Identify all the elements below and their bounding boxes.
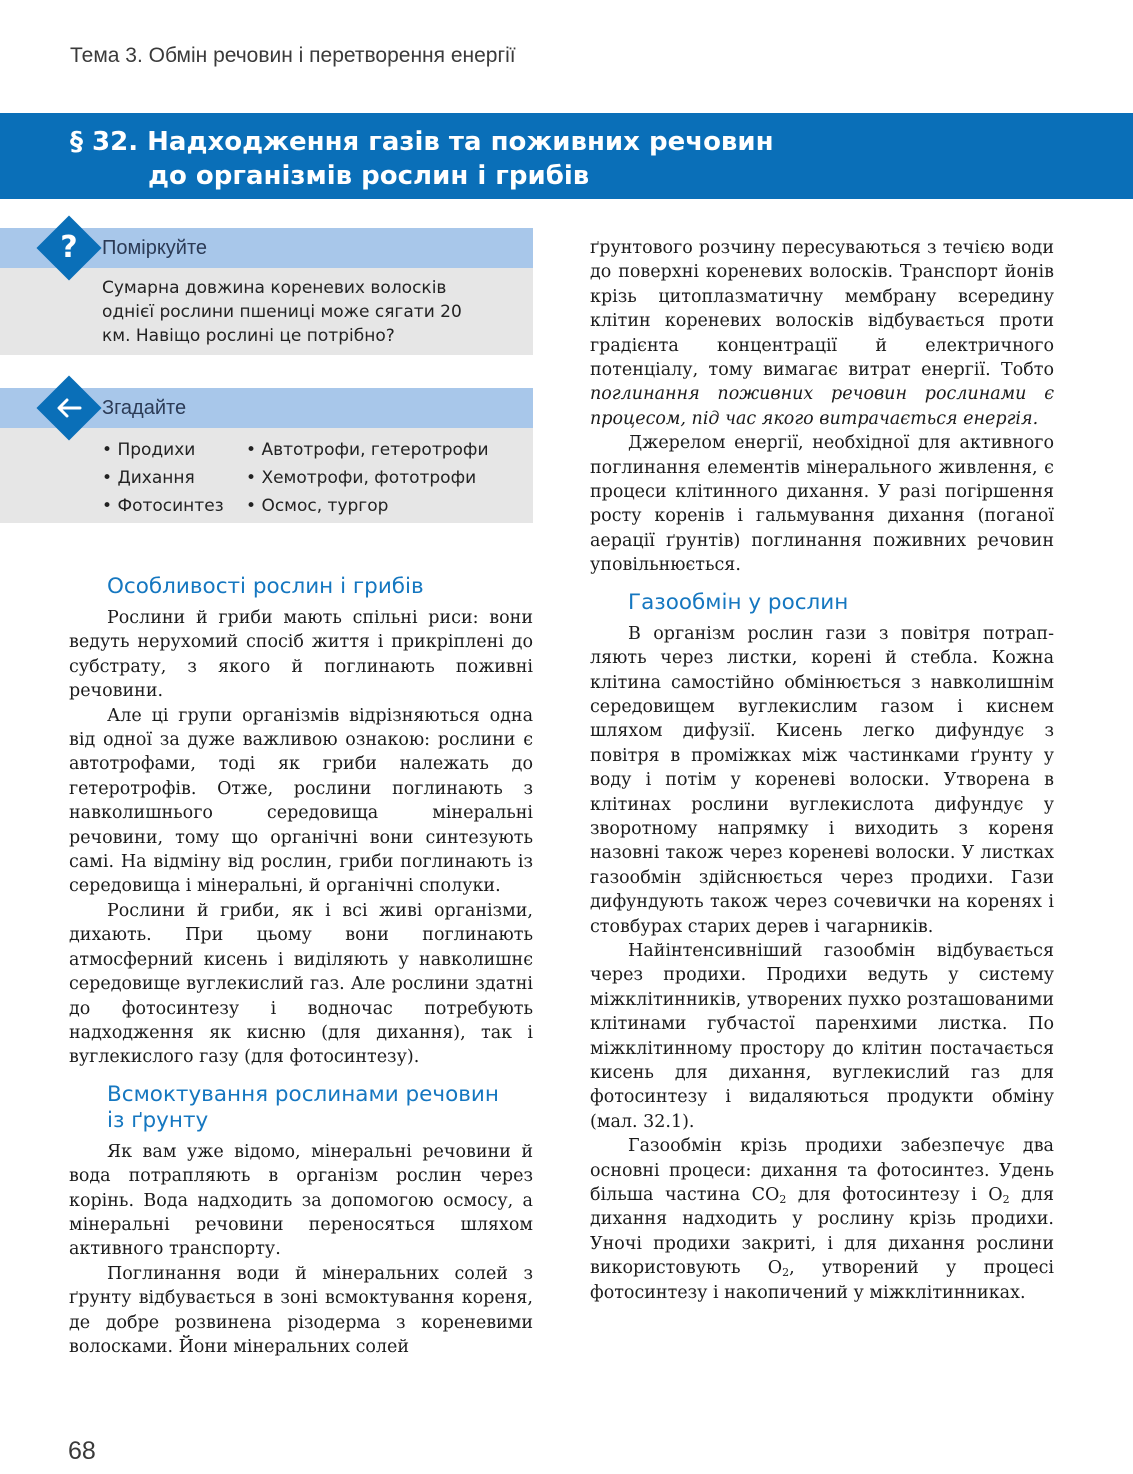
paragraph: Рослини й гриби мають спільні риси: вони ведуть нерухомий спосіб життя і прикріплені до субстрату, з якого й поглинають поживні речовини. (69, 608, 533, 702)
recall-box-heading: Згадайте (102, 397, 187, 419)
recall-lists (0, 428, 533, 520)
paragraph: Найінтенсивніший газообмін відбувається через продихи. Продихи ведуть у систему міжклітинників, утворених пухко розташованими клітинами губчастої паренхими листка. По міжклітинному простору до клітин постачається кисень для дихання, вуглекислий газ для фотосинтезу і видаляються продукти обміну (мал. 32.1). (590, 940, 1054, 1132)
subheading-absorption-line1: Всмоктування рослинами речовин (107, 1081, 499, 1107)
subheading-gas-exchange: Газообмін у рослин (628, 589, 849, 615)
emphasis-text: поглинання поживних речовин рослинами є процесом, під час якого витрачається енергія. (590, 384, 1054, 429)
section-title-line2: до організмів рослин і грибів (148, 161, 590, 191)
arrow-left-icon (46, 385, 92, 431)
paragraph (590, 236, 1054, 431)
subscript: 2 (1002, 1193, 1010, 1207)
paragraph-text: для фотосинтезу і O (786, 1185, 1003, 1206)
recall-box (0, 388, 533, 523)
subheading-absorption (69, 1082, 533, 1134)
recall-item: • Хемотрофи, фототрофи (246, 464, 489, 492)
paragraph-text: , утворений у процесі фотосинтезу і накопичений у міжклітинниках. (590, 1258, 1054, 1303)
left-column (69, 574, 533, 1359)
paragraph-text: для дихання надходить у рослину крізь продихи. Уночі продихи закриті, і для дихання рослини використовують O (590, 1185, 1055, 1279)
recall-item: • Осмос, тургор (246, 492, 489, 520)
subheading-features: Особливості рослин і грибів (107, 574, 424, 599)
paragraph: Але ці групи організмів відрізняються одна від одної за дуже важливою ознакою: рослини є автотрофами, тоді як гриби належать до гетеротрофів. Отже, рослини поглинають з навколишнього середовища мінеральні речовини, тому що органічні вони синтезують самі. На відміну від рослин, гриби поглинають із середовища і мінеральні, й органічні сполуки. (69, 705, 533, 897)
paragraph-text: Газообмін крізь продихи забезпечує два основні процеси: дихання та фотосинтез. Удень більша частина CO (590, 1136, 1054, 1206)
recall-item: • Дихання (102, 464, 246, 492)
subscript: 2 (779, 1193, 787, 1207)
paragraph-text: ґрунтового розчину пересуваються з течією води до поверхні кореневих волосків. Транспорт йонів крізь цитоплазматичну мембрану всередину клітин кореневих волосків відбувається проти градієнта концентрації й електричного потенціалу, тому вимагає витрат енергії. Тобто (590, 238, 1054, 381)
paragraph: Поглинання води й мінеральних солей з ґрунту відбувається в зоні всмоктування кореня, де добре розвинена різодерма з кореневими волосками. Йони мінеральних солей (69, 1263, 533, 1357)
recall-list-col2 (246, 436, 489, 520)
paragraph: Як вам уже відомо, мінеральні речовини й вода потрапляють в організм рослин через корінь. Вода надходить за допомогою осмосу, а мінеральні речовини переносяться шляхом активного транспорту. (69, 1141, 533, 1260)
subheading-absorption-line2: із ґрунту (107, 1107, 209, 1133)
page-number: 68 (68, 1437, 96, 1465)
running-head: Тема 3. Обмін речовин і перетворення енергії (70, 44, 516, 67)
think-box-heading: Поміркуйте (102, 237, 208, 259)
recall-box-header (0, 388, 533, 428)
section-title-line1: § 32. Надходження газів та поживних речовин (70, 127, 774, 157)
paragraph: В організм рослин гази з повітря потрапляють через листки, корені й стебла. Кожна клітина самостійно обмінюється з навколишнім середовищем вуглекислим газом і киснем шляхом дифузії. Кисень легко дифундує з повітря в проміжках між частинками ґрунту у воду і потім у кореневі волоски. Утворена в клітинах рослини вуглекислота дифундує у зворотному напрямку і виходить з кореня назовні також через кореневі волоски. У листках газообмін здійснюється через продихи. Гази дифундують також через сочевички на коренях і стовбурах старих дерев і чагарників. (590, 623, 1054, 937)
subscript: 2 (782, 1266, 790, 1280)
question-icon: ? (60, 230, 78, 265)
recall-list-col1 (102, 436, 246, 520)
right-column (590, 236, 1054, 1305)
recall-item: • Фотосинтез (102, 492, 246, 520)
recall-item: • Автотрофи, гетеротрофи (246, 436, 489, 464)
paragraph: Джерелом енергії, необхідної для активного поглинання елементів мінерального живлення, є процеси клітинного дихання. У разі погіршення росту коренів і гальмування дихання (поганої аерації ґрунтів) поглинання поживних речовин уповільнюється. (590, 433, 1054, 576)
recall-item: • Продихи (102, 436, 246, 464)
paragraph: Рослини й гриби, як і всі живі організми, дихають. При цьому вони поглинають атмосферний кисень і виділяють у навколишнє середовище вуглекислий газ. Але рослини здатні до фотосинтезу і водночас потребують надходження як кисню (для дихання), так і вуглекислого газу (для фотосинтезу). (69, 900, 533, 1068)
think-box-text: Сумарна довжина кореневих волосків однієї рослини пшениці може сягати 20 км. Навіщо рослині це потрібно? (102, 278, 462, 346)
think-box (0, 228, 533, 355)
think-box-header (0, 228, 533, 268)
section-title-banner (0, 113, 1133, 199)
paragraph (590, 1134, 1054, 1305)
